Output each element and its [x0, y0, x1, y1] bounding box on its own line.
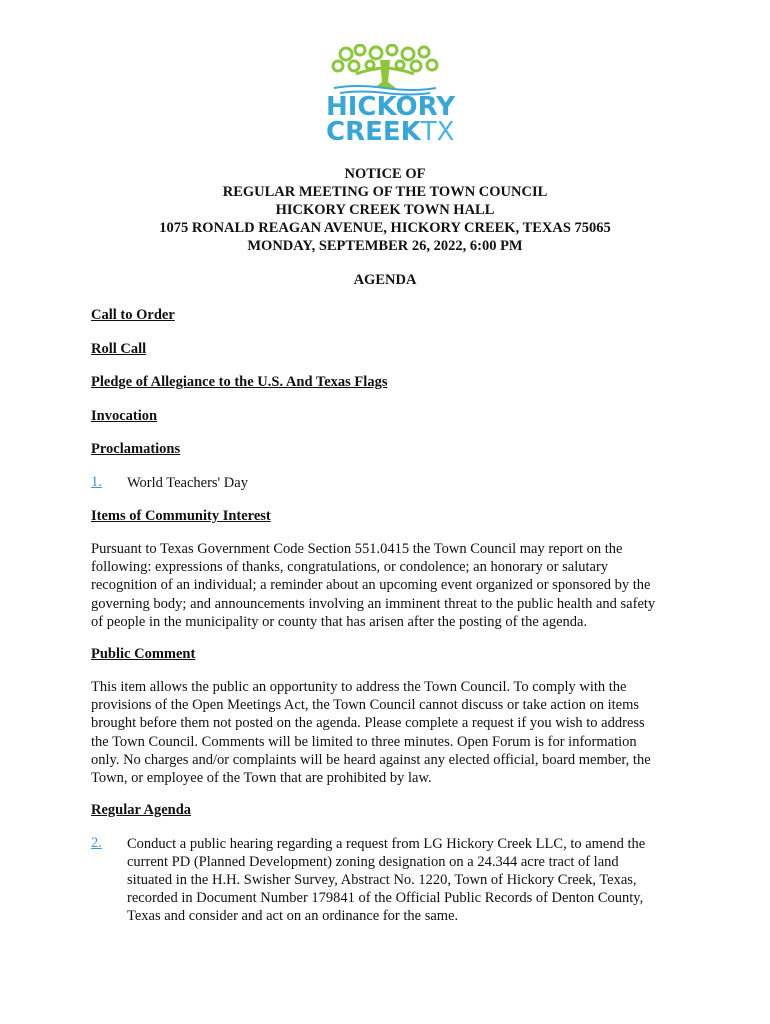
logo-tx-suffix: TX — [420, 117, 455, 147]
item-2-line: recorded in Document Number 179841 of the Official Public Records of Denton County, — [127, 890, 644, 906]
tree-icon — [326, 44, 444, 96]
item-2-link[interactable]: 2. — [91, 835, 102, 851]
community-interest-paragraph — [91, 540, 691, 631]
paragraph-line: Pursuant to Texas Government Code Section 551.0415 the Town Council may report on the — [91, 541, 623, 557]
heading-pledge: Pledge of Allegiance to the U.S. And Texas Flags — [91, 374, 388, 390]
heading-public-comment: Public Comment — [91, 646, 196, 662]
heading-regular-agenda: Regular Agenda — [91, 802, 192, 818]
header-line-1: NOTICE OF — [344, 166, 426, 182]
notice-header — [0, 165, 770, 255]
heading-invocation: Invocation — [91, 408, 158, 424]
paragraph-line: governing body; and announcements involving an imminent threat to the public health and safety — [91, 595, 656, 612]
paragraph-line: of people in the municipality or county that has arisen after the posting of the agenda. — [91, 613, 588, 630]
item-1-link[interactable]: 1. — [91, 474, 102, 490]
heading-items-of-community-interest: Items of Community Interest — [91, 508, 271, 524]
header-line-3: HICKORY CREEK TOWN HALL — [275, 202, 495, 218]
hickory-creek-logo — [326, 44, 456, 147]
agenda-title: AGENDA — [353, 272, 417, 288]
paragraph-line: the Town Council. Comments will be limited to three minutes. Open Forum is for information — [91, 733, 637, 750]
paragraph-line: following: expressions of thanks, congratulations, or condolence; an honorary or salutary — [91, 559, 609, 576]
logo-creek-main: CREEK — [326, 117, 421, 147]
item-1-text: World Teachers' Day — [127, 475, 248, 491]
public-comment-paragraph — [91, 678, 691, 787]
item-2-text — [127, 835, 687, 925]
header-line-5: MONDAY, SEPTEMBER 26, 2022, 6:00 PM — [247, 238, 523, 254]
item-2-line: Conduct a public hearing regarding a request from LG Hickory Creek LLC, to amend the — [127, 836, 646, 852]
heading-proclamations: Proclamations — [91, 441, 181, 457]
header-line-2: REGULAR MEETING OF THE TOWN COUNCIL — [222, 184, 548, 200]
heading-call-to-order: Call to Order — [91, 307, 175, 323]
item-2-line: current PD (Planned Development) zoning designation on a 24.344 acre tract of land — [127, 854, 619, 870]
paragraph-line: only. No charges and/or complaints will be heard against any elected official, board member, the — [91, 751, 651, 768]
paragraph-line: provisions of the Open Meetings Act, the Town Council cannot discuss or take action on items — [91, 697, 640, 714]
paragraph-line: Town, or employee of the Town that are prohibited by law. — [91, 770, 432, 787]
item-2-line: situated in the H.H. Swisher Survey, Abstract No. 1220, Town of Hickory Creek, Texas, — [127, 872, 637, 888]
paragraph-line: brought before them not posted on the agenda. Please complete a request if you wish to address — [91, 715, 645, 732]
paragraph-line: recognition of an individual; a reminder about an upcoming event organized or sponsored by the — [91, 577, 651, 594]
item-2-line: Texas and consider and act on an ordinance for the same. — [127, 908, 459, 924]
logo-creek-text — [326, 117, 455, 147]
header-line-4: 1075 RONALD REAGAN AVENUE, HICKORY CREEK, TEXAS 75065 — [159, 220, 611, 236]
logo-hickory-text: HICKORY — [326, 92, 456, 122]
heading-roll-call: Roll Call — [91, 341, 147, 357]
paragraph-line: This item allows the public an opportunity to address the Town Council. To comply with the — [91, 679, 627, 695]
